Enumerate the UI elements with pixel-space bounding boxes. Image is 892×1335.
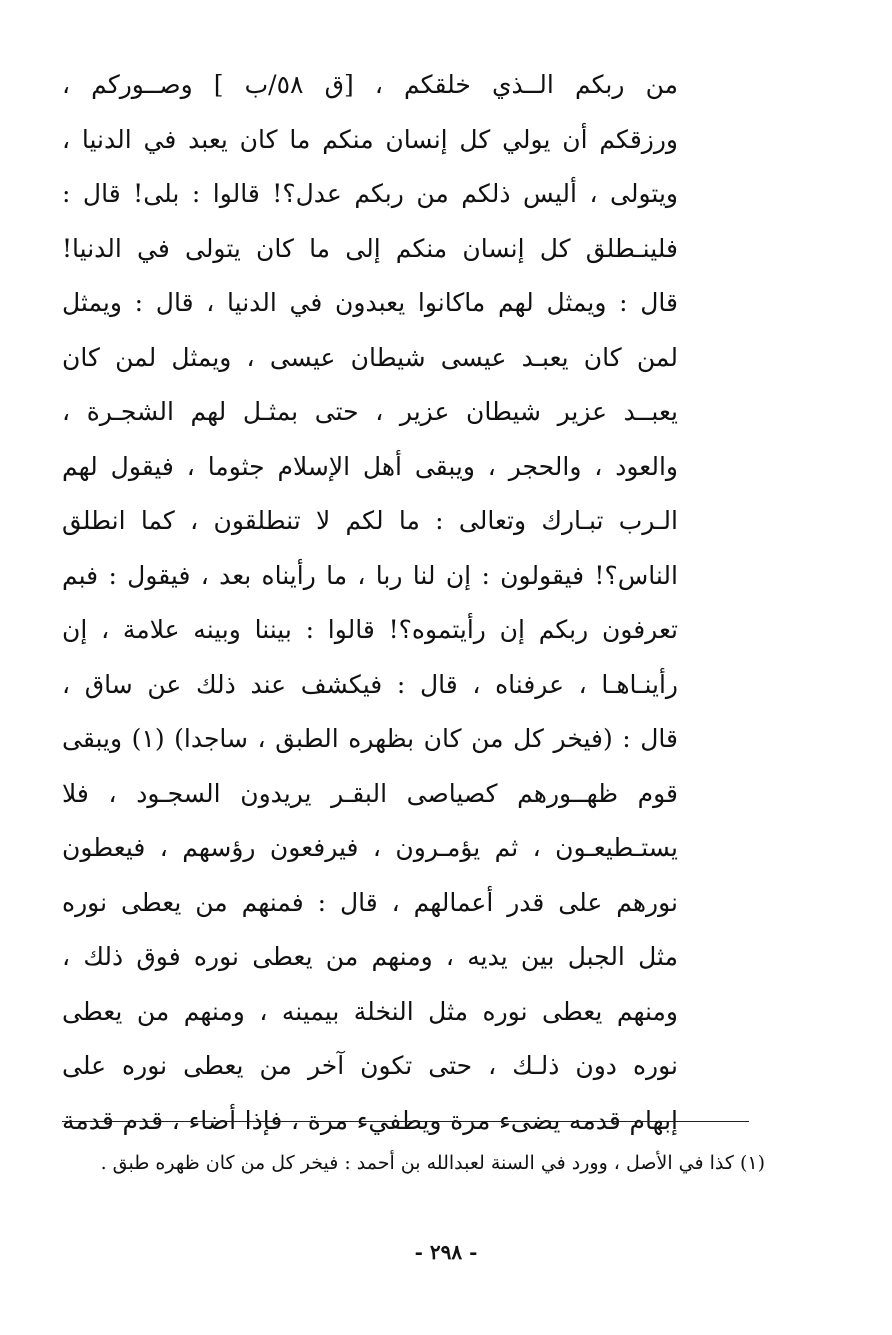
text-line: قال : (فيخر كل من كان بظهره الطبق ، ساجدا) (١) ويبقى — [62, 724, 678, 753]
text-line: يعبــد عزير شيطان عزير ، حتى بمثـل لهم الشجـرة ، — [62, 397, 678, 426]
text-line: فلينـطلق كل إنسان منكم إلى ما كان يتولى في الدنيا! — [62, 233, 678, 263]
text-line: يستـطيعـون ، ثم يؤمـرون ، فيرفعون رؤسهم ، فيعطون — [62, 833, 678, 862]
text-line: الـرب تبـارك وتعالى : ما لكم لا تنطلقون ، كما انطلق — [62, 506, 678, 535]
text-line: ويتولى ، أليس ذلكم من ربكم عدل؟! قالوا : بلى! قال : — [62, 179, 678, 208]
text-line: ورزقكم أن يولي كل إنسان منكم ما كان يعبد في الدنيا ، — [62, 124, 678, 154]
text-line: مثل الجبل بين يديه ، ومنهم من يعطى نوره فوق ذلك ، — [62, 942, 678, 971]
text-line: إبهام قدمه يضىء مرة ويطفيء مرة ، فإذا أضاء ، قدم قدمة — [62, 1105, 678, 1135]
text-line: من ربكم الــذي خلقكم ، [ق ٥٨/ب ] وصــوركم ، — [62, 70, 678, 99]
footnote: (١) كذا في الأصل ، وورد في السنة لعبدالله بن أحمد : فيخر كل من كان ظهره طبق . — [100, 1152, 765, 1174]
text-line: الناس؟! فيقولون : إن لنا ربا ، ما رأيناه بعد ، فيقول : فبم — [62, 560, 678, 590]
page-number: - ٢٩٨ - — [414, 1240, 478, 1264]
footnote-divider — [62, 1121, 749, 1122]
text-line: لمن كان يعبـد عيسى شيطان عيسى ، ويمثل لمن كان — [62, 342, 678, 372]
text-line: تعرفون ربكم إن رأيتموه؟! قالوا : بيننا وبينه علامة ، إن — [62, 615, 678, 644]
text-line: قال : ويمثل لهم ماكانوا يعبدون في الدنيا ، قال : ويمثل — [62, 288, 678, 317]
text-line: رأينـاهـا ، عرفناه ، قال : فيكشف عند ذلك عن ساق ، — [62, 669, 678, 699]
text-line: ومنهم يعطى نوره مثل النخلة بيمينه ، ومنهم من يعطى — [62, 996, 678, 1026]
text-line: نوره دون ذلـك ، حتى تكون آخر من يعطى نوره على — [62, 1051, 678, 1080]
text-line: نورهم على قدر أعمالهم ، قال : فمنهم من يعطى نوره — [62, 887, 678, 917]
text-line: والعود ، والحجر ، ويبقى أهل الإسلام جثوما ، فيقول لهم — [62, 451, 678, 481]
body-text — [62, 58, 678, 1148]
text-line: قوم ظهــورهم كصياصى البقـر يريدون السجـود ، فلا — [62, 778, 678, 808]
